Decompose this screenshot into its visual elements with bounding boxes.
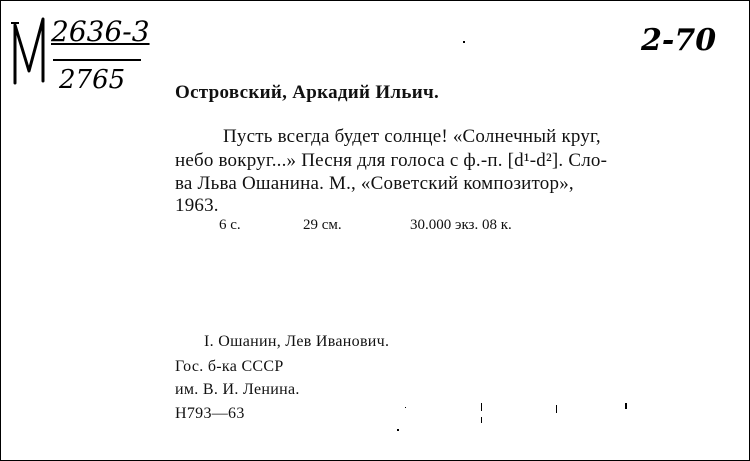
shelfmark-bottom: 2765 <box>59 65 126 95</box>
library-line-2: им. В. И. Ленина. <box>175 381 300 398</box>
shelfmark-divider <box>53 59 141 61</box>
accession-number: 2-70 <box>641 23 717 58</box>
added-entry: I. Ошанин, Лев Иванович. <box>204 333 390 350</box>
scan-speck <box>405 407 406 408</box>
author-heading: Островский, Аркадий Ильич. <box>175 82 440 103</box>
shelfmark-top: 2636-3 <box>51 15 150 48</box>
collation-size: 29 см. <box>303 217 342 233</box>
handwritten-m-mark <box>9 11 49 91</box>
collation-copies-price: 30.000 экз. 08 к. <box>410 217 512 233</box>
scan-speck <box>481 403 482 411</box>
description-line-3: ва Льва Ошанина. М., «Советский композитор», <box>175 173 574 194</box>
description-line-4: 1963. <box>175 195 219 216</box>
library-line-1: Гос. б-ка СССР <box>175 358 284 375</box>
scan-speck <box>625 403 627 409</box>
scan-speck <box>463 41 465 43</box>
scan-speck <box>397 429 399 431</box>
description-line-1: Пусть всегда будет солнце! «Солнечный круг, <box>223 126 601 147</box>
scan-speck <box>556 405 557 413</box>
collation-pages: 6 с. <box>219 217 241 233</box>
scan-speck <box>481 417 482 423</box>
card-number: Н793—63 <box>175 405 245 422</box>
description-line-2: небо вокруг...» Песня для голоса с ф.-п. [d¹-d²]. Сло- <box>175 150 608 171</box>
